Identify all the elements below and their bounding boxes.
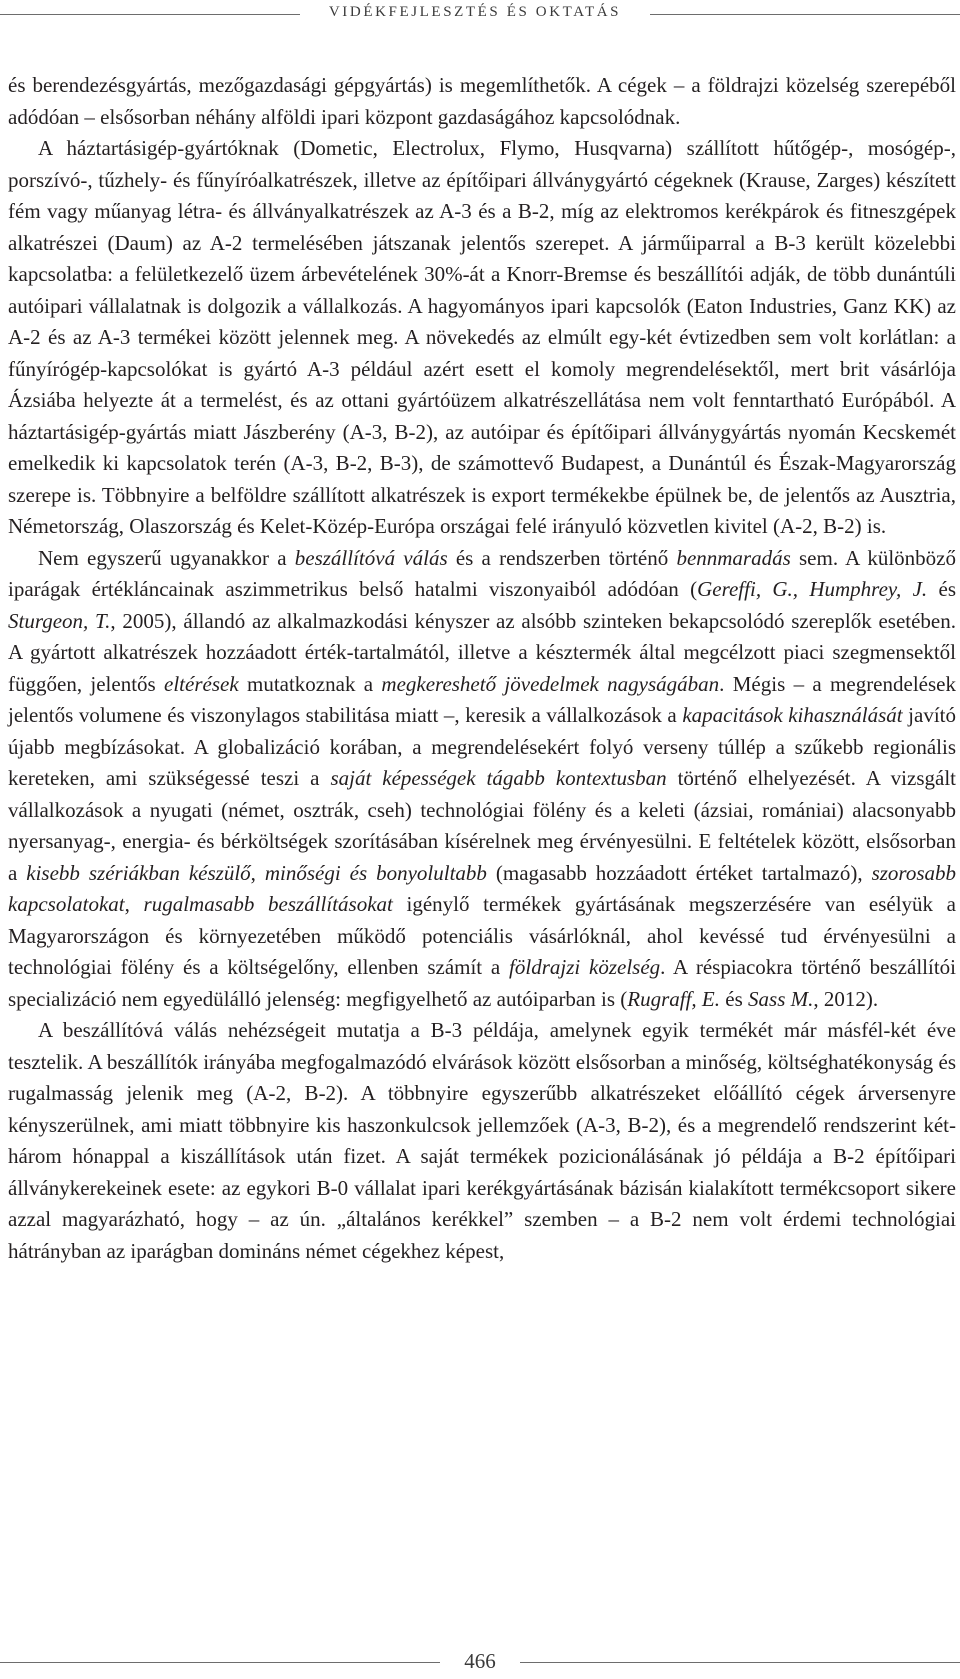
footer-rule-right [520, 1662, 960, 1663]
text-run: igénylő termékek gyártásának megszerzésére van esélyük a Magyarországon és környezetében működő potenciális vásárlóknál, ahol kevéssé tud érvényesülni a technológiai fölény és a költségelőny, ellenben számít a [8, 892, 956, 979]
text-run: A háztartásigép-gyártóknak (Dometic, Electrolux, Flymo, Husqvarna) szállított hűtőgép-, mosógép-, porszívó-, tűzhely- és fűnyíróalkatrészek, illetve az építőipari állványgyártó cégeknek (Krause, Zarges) készített fém vagy műanyag létra- és állványalkatrészek az A-3 és a B-2, míg az elektromos kerékpárok és fitneszgépek alkatrészei (Daum) az A-2 termelésében játszanak jelentős szerepet. A járműiparral a B-3 került közelebbi kapcsolatba: a felületkezelő üzem árbevételének 30%-át a Knorr-Bremse és beszállítói adják, de több dunántúli autóipari vállalatnak is dolgozik a vállalkozás. A hagyományos ipari kapcsolók (Eaton Industries, Ganz KK) az A-2 és az A-3 termékei között jelennek meg. A növekedés az elmúlt egy-két évtizedben sem volt korlátlan: a fűnyírógép-kapcsolókat is gyártó A-3 például azért esett el komoly megrendelésektől, mert brit vásárlója Ázsiába helyezte át a termelést, és az ottani gyártóüzem alkatrészellátása nem volt fenntartható Európából. A háztartásigép-gyártás miatt Jászberény (A-3, B-2), az autóipar és építőipari állványgyártás nyomán Kecskemét emelkedik ki kapcsolatok terén (A-3, B-2, B-3), de számottevő Budapest, a Dunántúl és Észak-Magyarország szerepe is. Többnyire a belföldre szállított alkatrészek is export termékekbe épülnek be, de jelentős az Ausztria, Németország, Olaszország és Kelet-Közép-Európa országai felé irányuló közvetlen kivitel (A-2, B-2) is. [8, 136, 956, 538]
text-run: (magasabb hozzáadott értéket tartalmazó), [486, 860, 872, 885]
text-run: és berendezésgyártás, mezőgazdasági gépgyártás) is megemlíthetők. A cégek – a földrajzi közelség szerepéből adódóan – elsősorban néhány alföldi ipari központ gazdaságához kapcsolódnak. [8, 73, 956, 129]
italic-run: bennmaradás [676, 545, 791, 570]
text-run: , 2012). [813, 986, 879, 1011]
italic-run: kisebb szériákban készülő [26, 860, 251, 885]
text-run: Nem egyszerű ugyanakkor a [38, 545, 295, 570]
running-header-title: VIDÉKFEJLESZTÉS ÉS OKTATÁS [328, 4, 622, 20]
text-run: és a rendszerben történő [447, 545, 677, 570]
text-run: mutatkoznak a [238, 671, 382, 696]
italic-run: Sturgeon, T. [8, 608, 111, 633]
italic-run: megkereshető jövedelmek nagyságában [381, 671, 720, 696]
text-run: A beszállítóvá válás nehézségeit mutatja a B-3 példája, amelynek egyik termékét már másfél-két éve tesztelik. A beszállítók irányába megfogalmazódó elvárások között elsősorban a minőség, költséghatékonyság és rugalmasság jelenik meg (A-2, B-2). A többnyire egyszerűbb alkatrészeket előállító cégek árversenyre kényszerülnek, ami miatt többnyire kis haszonkulcsok jellemzőek (A-3, B-2), és a megrendelő rendszerint két-három hónappal a kiszállítások után fizet. A saját termékek pozicionálásának jó példája a B-2 építőipari állványkerekeinek esete: az egykori B-0 vállalat ipari kerékgyártásának bázisán kialakított termékcsoport sikere azzal magyarázható, hogy – az ún. „általános kerékkel” szemben – a B-2 nem volt érdemi technológiai hátrányban az iparágban domináns német cégekhez képest, [8, 1018, 956, 1263]
body-text [8, 70, 956, 1267]
page-number: 466 [464, 1649, 496, 1673]
italic-run: Sass M. [748, 986, 814, 1011]
italic-run: kapacitások kihasználását [682, 703, 903, 727]
text-run: történő elhelyezését. A vizsgált vállalkozások a nyugati (német, osztrák, cseh) technológiai fölény és a keleti (ázsiai, romániai) alacsonyabb nyersanyag-, energia- és bérköltségek szorításában kísérelnek meg érvényesülni. E feltételek között, elsősorban a [8, 766, 956, 885]
italic-run: rugalmasabb beszállításokat [143, 892, 393, 916]
text-run: javító újabb megbízásokat. A globalizáció korában, a megrendelésekért folyó verseny túllép a szűkebb regionális kereteken, ami szükségessé teszi a [8, 703, 956, 790]
text-run: , [124, 892, 144, 916]
italic-run: szorosabb kapcsolatokat [8, 860, 956, 916]
paragraph-4 [8, 1015, 956, 1267]
text-run: , [250, 860, 265, 885]
italic-run: Gereffi, G., Humphrey, J. [697, 577, 928, 601]
running-header [0, 2, 960, 28]
text-run: . Mégis – a megrendelések jelentős volumene és viszonylagos stabilitása miatt –, keresik a vállalkozások a [8, 671, 956, 727]
italic-run: eltérések [164, 671, 239, 696]
text-run: , 2005), állandó az alkalmazkodási kényszer az alsóbb szinteken bekapcsolódó szereplők esetében. A gyártott alkatrészek hozzáadott érték-tartalmától, illetve a késztermék által megcélzott piaci szegmensektől függően, jelentős [8, 608, 957, 696]
text-run: és [720, 986, 749, 1011]
paragraph-2 [8, 133, 956, 543]
header-rule-right [650, 14, 960, 15]
paragraph-3 [8, 543, 956, 1016]
header-rule-left [0, 14, 300, 15]
italic-run: földrajzi közelség [509, 955, 661, 979]
italic-run: Rugraff, E. [627, 986, 721, 1011]
page-footer [0, 1648, 960, 1676]
text-run: és [927, 577, 956, 601]
text-run: . A réspiacokra történő beszállítói specializáció nem egyedülálló jelenség: megfigyelhető az autóiparban is ( [8, 955, 956, 1011]
footer-rule-left [0, 1662, 440, 1663]
italic-run: saját képességek tágabb kontextusban [330, 766, 667, 790]
italic-run: beszállítóvá válás [294, 545, 448, 570]
italic-run: minőségi és bonyolultabb [264, 860, 487, 885]
text-run: sem. A különböző iparágak értékláncainak aszimmetrikus belső hatalmi viszonyaiból adódóan ( [8, 545, 956, 601]
paragraph-1 [8, 70, 956, 133]
